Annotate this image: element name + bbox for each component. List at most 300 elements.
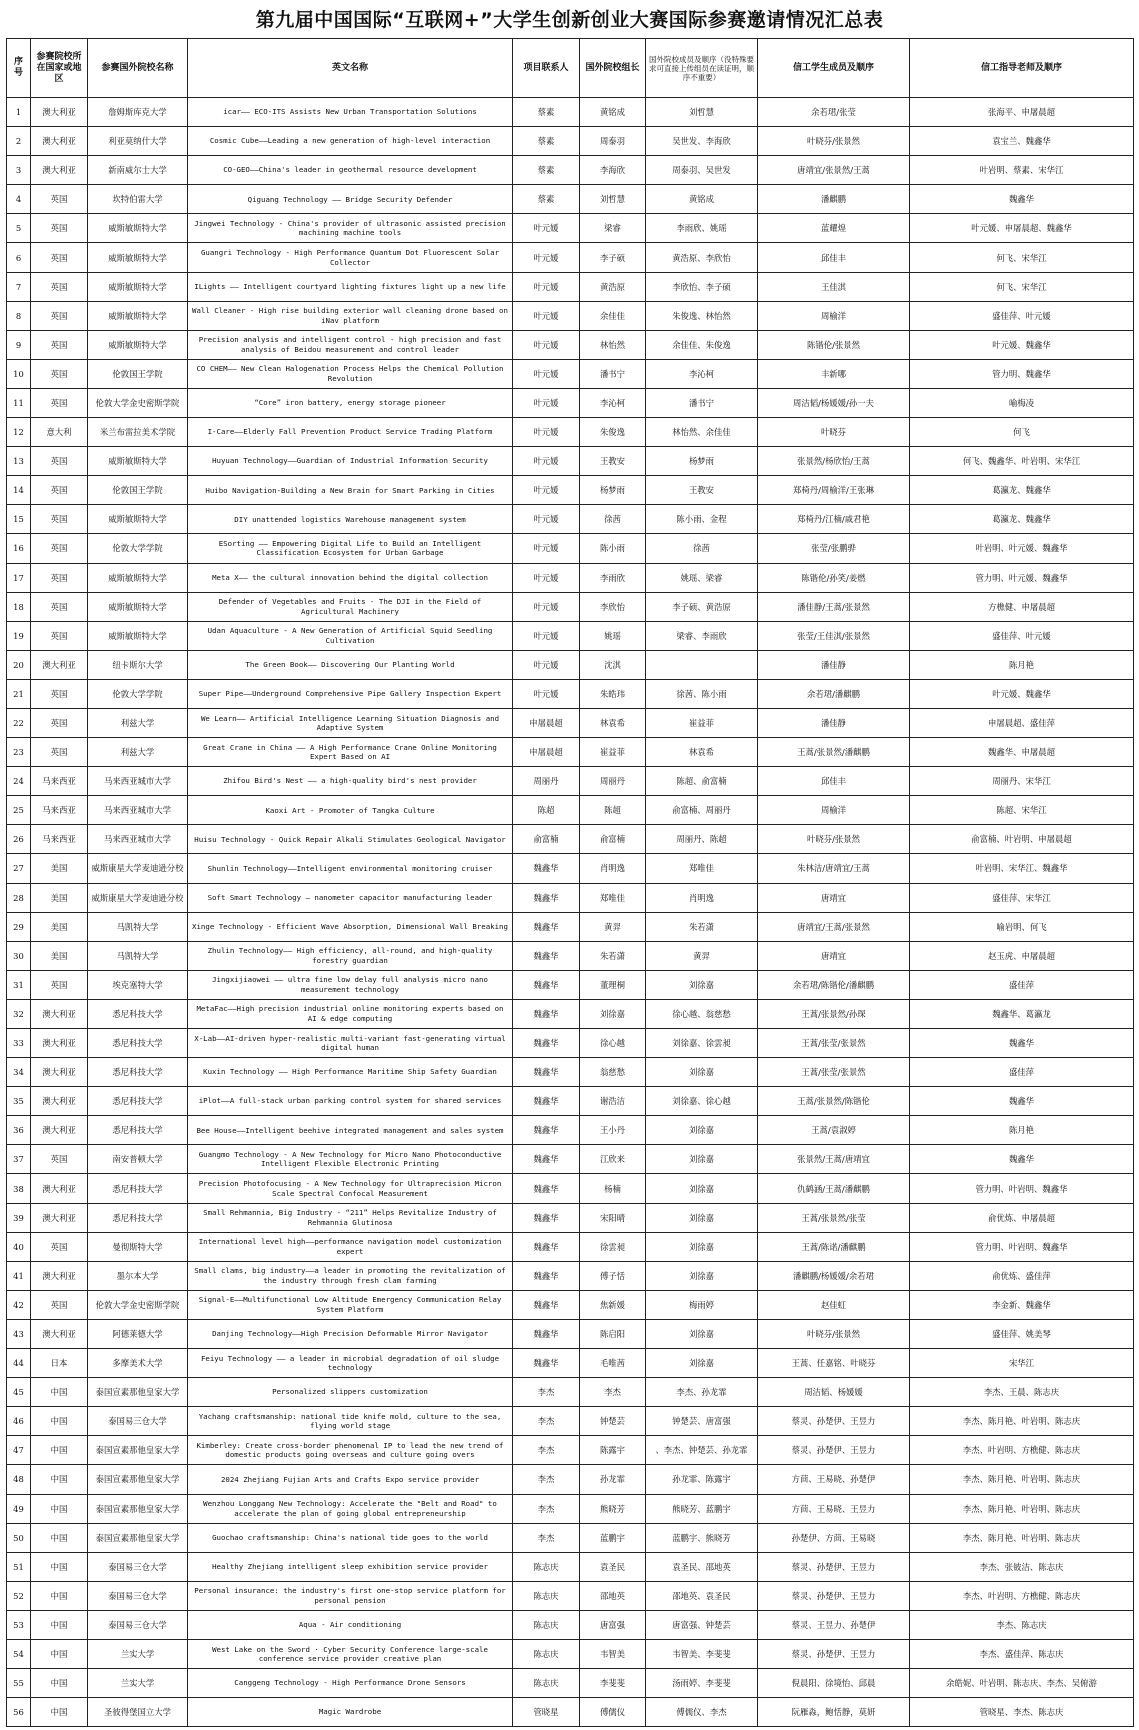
cell-school: 威斯敏斯特大学 [88, 563, 188, 592]
table-row [7, 621, 1134, 650]
cell-school: 利亚莫纳什大学 [88, 127, 188, 156]
cell-team-members: 杨梦雨 [646, 447, 758, 476]
cell-advisors: 管力明、魏鑫华 [910, 359, 1134, 388]
table-row [7, 185, 1134, 214]
cell-country: 中国 [31, 1407, 88, 1436]
cell-advisors: 盛佳萍 [910, 1058, 1134, 1087]
cell-student-members: 张莹/张鹏骅 [758, 534, 910, 563]
cell-country: 马来西亚 [31, 767, 88, 796]
cell-team-leader: 翁慈愁 [580, 1058, 646, 1087]
cell-school: 悉尼科技大学 [88, 1174, 188, 1203]
table-row [7, 999, 1134, 1028]
table-row [7, 912, 1134, 941]
cell-advisors: 何飞 [910, 418, 1134, 447]
cell-index: 18 [7, 592, 31, 621]
cell-index: 7 [7, 272, 31, 301]
cell-team-leader: 傅子恬 [580, 1261, 646, 1290]
cell-team-leader: 朱俊逸 [580, 418, 646, 447]
cell-school: 悉尼科技大学 [88, 1029, 188, 1058]
cell-team-leader: 孙龙霏 [580, 1465, 646, 1494]
cell-student-members: 叶晓芬/张景然 [758, 127, 910, 156]
cell-student-members: 王蒿/张景然/潘麒鹏 [758, 738, 910, 767]
cell-country: 澳大利亚 [31, 1116, 88, 1145]
cell-school: 泰国宣素那他皇家大学 [88, 1436, 188, 1465]
cell-advisors: 魏鑫华 [910, 1087, 1134, 1116]
cell-advisors: 管力明、叶岩明、魏鑫华 [910, 1232, 1134, 1261]
cell-english-name: Shunlin Technology——Intelligent environmental monitoring cruiser [188, 854, 513, 883]
cell-school: 墨尔本大学 [88, 1261, 188, 1290]
cell-team-members: 刘徐嘉 [646, 1319, 758, 1348]
cell-team-members: 李沁柯 [646, 359, 758, 388]
cell-index: 51 [7, 1552, 31, 1581]
cell-student-members: 周榆洋 [758, 796, 910, 825]
cell-team-leader: 陈超 [580, 796, 646, 825]
cell-advisors: 盛佳萍、叶元媛 [910, 621, 1134, 650]
cell-school: 纽卡斯尔大学 [88, 650, 188, 679]
cell-index: 23 [7, 738, 31, 767]
cell-school: 泰国易三仓大学 [88, 1407, 188, 1436]
cell-contact: 陈志庆 [513, 1552, 580, 1581]
table-row [7, 1145, 1134, 1174]
cell-contact: 叶元媛 [513, 476, 580, 505]
cell-english-name: Huisu Technology - Quick Repair Alkali Stimulates Geological Navigator [188, 825, 513, 854]
cell-advisors: 李杰、叶岩明、方樵健、陈志庆 [910, 1436, 1134, 1465]
cell-school: 威斯敏斯特大学 [88, 243, 188, 272]
cell-contact: 魏鑫华 [513, 941, 580, 970]
cell-team-leader: 熊晓芳 [580, 1494, 646, 1523]
table-row [7, 1290, 1134, 1319]
table-row [7, 476, 1134, 505]
cell-school: 威斯敏斯特大学 [88, 621, 188, 650]
cell-school: 泰国宣素那他皇家大学 [88, 1523, 188, 1552]
cell-team-members: 周泰羽、吴世发 [646, 156, 758, 185]
cell-student-members: 潘麒鹏 [758, 185, 910, 214]
cell-country: 中国 [31, 1552, 88, 1581]
cell-team-leader: 李沁柯 [580, 388, 646, 417]
cell-student-members: 蔡灵、孙楚伊、王昱力 [758, 1436, 910, 1465]
cell-school: 马凯特大学 [88, 912, 188, 941]
cell-country: 美国 [31, 854, 88, 883]
cell-student-members: 方茴、王易晓、孙楚伊 [758, 1465, 910, 1494]
cell-index: 21 [7, 679, 31, 708]
cell-index: 26 [7, 825, 31, 854]
header-team-members: 国外院校成员及顺序（没特殊要求可直接上传组员在读证明，顺序不重要） [646, 39, 758, 98]
cell-team-leader: 朱若潇 [580, 941, 646, 970]
table-row [7, 330, 1134, 359]
cell-english-name: Magic Wardrobe [188, 1698, 513, 1727]
cell-team-leader: 陈启阳 [580, 1319, 646, 1348]
cell-team-leader: 肖明逸 [580, 854, 646, 883]
cell-advisors: 何飞、宋华江 [910, 243, 1134, 272]
cell-english-name: West Lake on the Sword · Cyber Security Conference large-scale conference service provider creative plan [188, 1639, 513, 1668]
cell-index: 1 [7, 98, 31, 127]
cell-english-name: Great Crane in China —— A High Performance Crane Online Monitoring Expert Based on AI [188, 738, 513, 767]
cell-contact: 申屠晨超 [513, 738, 580, 767]
cell-team-members: 周丽丹、陈超 [646, 825, 758, 854]
cell-english-name: Qiguang Technology —— Bridge Security Defender [188, 185, 513, 214]
cell-team-members: 刘徐嘉、徐心越 [646, 1087, 758, 1116]
cell-index: 31 [7, 970, 31, 999]
cell-contact: 魏鑫华 [513, 1058, 580, 1087]
cell-student-members: 唐靖宜 [758, 883, 910, 912]
cell-english-name: Guangmo Technology - A New Technology for Micro Nano Photoconductive Intelligent Flexible Electronic Printing [188, 1145, 513, 1174]
cell-advisors: 管晓星、李杰、陈志庆 [910, 1698, 1134, 1727]
header-student-members: 信工学生成员及顺序 [758, 39, 910, 98]
cell-team-members: 傅儒仪、李杰 [646, 1698, 758, 1727]
cell-team-members: 汤雨婷、李斐斐 [646, 1669, 758, 1698]
cell-team-members [646, 650, 758, 679]
cell-school: 伦敦大学金史密斯学院 [88, 1290, 188, 1319]
cell-contact: 陈超 [513, 796, 580, 825]
cell-student-members: 仇鹤涵/王蒿/潘麒鹏 [758, 1174, 910, 1203]
cell-advisors: 余皓妮、叶岩明、陈志庆、李杰、吴俯游 [910, 1669, 1134, 1698]
cell-advisors: 方樵健、申屠晨超 [910, 592, 1134, 621]
cell-team-members: 林袁希 [646, 738, 758, 767]
cell-team-leader: 李斐斐 [580, 1669, 646, 1698]
cell-school: 马来西亚城市大学 [88, 767, 188, 796]
cell-school: 威斯敏斯特大学 [88, 330, 188, 359]
cell-team-leader: 董理桐 [580, 970, 646, 999]
cell-school: 伦敦大学学院 [88, 679, 188, 708]
cell-advisors: 李杰、陈月艳、叶岩明、陈志庆 [910, 1523, 1134, 1552]
cell-student-members: 王蒿/张莹/张景然 [758, 1029, 910, 1058]
cell-team-leader: 傅儒仪 [580, 1698, 646, 1727]
cell-team-leader: 钟楚芸 [580, 1407, 646, 1436]
table-row [7, 1174, 1134, 1203]
cell-english-name: Wall Cleaner - High rise building exterior wall cleaning drone based on iNav platform [188, 301, 513, 330]
cell-english-name: Xinge Technology - Efficient Wave Absorption, Dimensional Wall Breaking [188, 912, 513, 941]
cell-english-name: Aqua - Air conditioning [188, 1610, 513, 1639]
cell-index: 50 [7, 1523, 31, 1552]
table-row [7, 1203, 1134, 1232]
cell-english-name: Jingxijiaowei —— ultra fine low delay full analysis micro nano measurement technology [188, 970, 513, 999]
cell-student-members: 叶晓芬/张景然 [758, 825, 910, 854]
cell-student-members: 唐靖宜 [758, 941, 910, 970]
cell-contact: 蔡素 [513, 185, 580, 214]
cell-index: 4 [7, 185, 31, 214]
cell-country: 澳大利亚 [31, 999, 88, 1028]
invitation-table [6, 38, 1134, 1727]
cell-english-name: ILights —— Intelligent courtyard lighting fixtures light up a new life [188, 272, 513, 301]
cell-advisors: 李金新、魏鑫华 [910, 1290, 1134, 1319]
cell-team-leader: 徐雲昶 [580, 1232, 646, 1261]
cell-team-leader: 李子硕 [580, 243, 646, 272]
cell-contact: 魏鑫华 [513, 970, 580, 999]
cell-country: 马来西亚 [31, 796, 88, 825]
cell-advisors: 何飞、魏鑫华、叶岩明、宋华江 [910, 447, 1134, 476]
table-row [7, 1319, 1134, 1348]
cell-country: 英国 [31, 1145, 88, 1174]
cell-school: 泰国易三仓大学 [88, 1552, 188, 1581]
cell-student-members: 王蒿/张莹/张景然 [758, 1058, 910, 1087]
cell-advisors: 魏鑫华、葛瀛龙 [910, 999, 1134, 1028]
cell-contact: 魏鑫华 [513, 912, 580, 941]
cell-school: 威斯敏斯特大学 [88, 301, 188, 330]
cell-contact: 李杰 [513, 1407, 580, 1436]
table-row [7, 563, 1134, 592]
cell-school: 马凯特大学 [88, 941, 188, 970]
cell-english-name: Huyuan Technology——Guardian of Industrial Information Security [188, 447, 513, 476]
cell-team-members: 梁睿、李雨欣 [646, 621, 758, 650]
cell-country: 英国 [31, 534, 88, 563]
cell-student-members: 余若珺/张莹 [758, 98, 910, 127]
cell-team-leader: 袁圣民 [580, 1552, 646, 1581]
cell-english-name: ESorting —— Empowering Digital Life to Build an Intelligent Classification Ecosystem for Urban Garbage [188, 534, 513, 563]
cell-contact: 叶元媛 [513, 272, 580, 301]
cell-english-name: Soft Smart Technology — nanometer capacitor manufacturing leader [188, 883, 513, 912]
cell-english-name: Guangri Technology - High Performance Quantum Dot Fluorescent Solar Collector [188, 243, 513, 272]
cell-advisors: 葛瀛龙、魏鑫华 [910, 505, 1134, 534]
table-row [7, 301, 1134, 330]
cell-team-leader: 俞富楠 [580, 825, 646, 854]
cell-contact: 陈志庆 [513, 1639, 580, 1668]
table-row [7, 243, 1134, 272]
table-row [7, 883, 1134, 912]
cell-school: 威斯敏斯特大学 [88, 505, 188, 534]
cell-school: 泰国易三仓大学 [88, 1610, 188, 1639]
cell-student-members: 赵佳虹 [758, 1290, 910, 1319]
cell-school: 曼彻斯特大学 [88, 1232, 188, 1261]
cell-country: 英国 [31, 243, 88, 272]
cell-team-members: 俞富楠、周丽丹 [646, 796, 758, 825]
cell-student-members: 余若珺/潘麒鹏 [758, 679, 910, 708]
cell-country: 美国 [31, 912, 88, 941]
cell-advisors: 俞优炼、盛佳萍 [910, 1261, 1134, 1290]
cell-contact: 魏鑫华 [513, 1261, 580, 1290]
cell-index: 46 [7, 1407, 31, 1436]
cell-student-members: 邱佳丰 [758, 243, 910, 272]
cell-english-name: I-Care——Elderly Fall Prevention Product Service Trading Platform [188, 418, 513, 447]
cell-index: 29 [7, 912, 31, 941]
cell-school: 泰国易三仓大学 [88, 1581, 188, 1610]
cell-contact: 叶元媛 [513, 505, 580, 534]
cell-student-members: 阮雁淼，鲍恬静，莫妍 [758, 1698, 910, 1727]
cell-advisors: 叶元媛、申屠晨超、魏鑫华 [910, 214, 1134, 243]
cell-team-leader: 崔益菲 [580, 738, 646, 767]
cell-student-members: 陈锴伦/孙笑/姜燃 [758, 563, 910, 592]
cell-english-name: Super Pipe——Underground Comprehensive Pipe Gallery Inspection Expert [188, 679, 513, 708]
cell-student-members: 蓝耀煌 [758, 214, 910, 243]
cell-team-leader: 梁睿 [580, 214, 646, 243]
cell-index: 14 [7, 476, 31, 505]
cell-country: 中国 [31, 1581, 88, 1610]
cell-index: 2 [7, 127, 31, 156]
cell-team-members: 刘徐嘉 [646, 1174, 758, 1203]
cell-team-leader: 郑唯佳 [580, 883, 646, 912]
cell-english-name: Danjing Technology——High Precision Deformable Mirror Navigator [188, 1319, 513, 1348]
cell-student-members: 王蒿、任嘉铭、叶晓芬 [758, 1349, 910, 1378]
table-row [7, 388, 1134, 417]
cell-school: 悉尼科技大学 [88, 999, 188, 1028]
cell-advisors: 魏鑫华、申屠晨超 [910, 738, 1134, 767]
cell-country: 中国 [31, 1436, 88, 1465]
cell-contact: 魏鑫华 [513, 1349, 580, 1378]
cell-student-members: 潘佳静 [758, 708, 910, 737]
cell-student-members: 王蒿/陈诺/潘麒鹏 [758, 1232, 910, 1261]
table-row [7, 1494, 1134, 1523]
cell-english-name: Precision Photofocusing - A New Technology for Ultraprecision Micron Scale Spectral Confocal Measurement [188, 1174, 513, 1203]
cell-student-members: 周洁韬/杨媛媛/孙一夫 [758, 388, 910, 417]
cell-country: 英国 [31, 476, 88, 505]
cell-student-members: 朱林洁/唐靖宜/王蒿 [758, 854, 910, 883]
cell-advisors: 喻岩明、何飞 [910, 912, 1134, 941]
cell-contact: 叶元媛 [513, 330, 580, 359]
cell-index: 42 [7, 1290, 31, 1319]
cell-country: 美国 [31, 883, 88, 912]
cell-team-members: 、李杰、钟楚芸、孙龙霏 [646, 1436, 758, 1465]
table-row [7, 1465, 1134, 1494]
cell-school: 悉尼科技大学 [88, 1203, 188, 1232]
cell-student-members: 王蒿/张景然/张莹 [758, 1203, 910, 1232]
cell-school: 泰国宣素那他皇家大学 [88, 1378, 188, 1407]
cell-contact: 魏鑫华 [513, 854, 580, 883]
cell-team-leader: 黄浩原 [580, 272, 646, 301]
cell-index: 15 [7, 505, 31, 534]
table-row [7, 1058, 1134, 1087]
cell-contact: 蔡素 [513, 127, 580, 156]
cell-index: 16 [7, 534, 31, 563]
cell-contact: 魏鑫华 [513, 1029, 580, 1058]
cell-team-leader: 唐富强 [580, 1610, 646, 1639]
cell-contact: 叶元媛 [513, 418, 580, 447]
cell-english-name: “Core” iron battery, energy storage pioneer [188, 388, 513, 417]
table-row [7, 447, 1134, 476]
cell-team-members: 钟楚芸、唐富强 [646, 1407, 758, 1436]
cell-team-members: 朱若潇 [646, 912, 758, 941]
cell-index: 35 [7, 1087, 31, 1116]
cell-team-leader: 焦新媛 [580, 1290, 646, 1319]
cell-country: 澳大利亚 [31, 127, 88, 156]
cell-advisors: 李杰、陈月艳、叶岩明、陈志庆 [910, 1494, 1134, 1523]
cell-team-members: 黄羿 [646, 941, 758, 970]
cell-contact: 李杰 [513, 1465, 580, 1494]
table-row [7, 1610, 1134, 1639]
cell-index: 55 [7, 1669, 31, 1698]
cell-contact: 周丽丹 [513, 767, 580, 796]
header-school: 参赛国外院校名称 [88, 39, 188, 98]
cell-contact: 陈志庆 [513, 1669, 580, 1698]
cell-country: 英国 [31, 214, 88, 243]
cell-country: 中国 [31, 1610, 88, 1639]
cell-english-name: iPlot——A full-stack urban parking control system for shared services [188, 1087, 513, 1116]
cell-index: 20 [7, 650, 31, 679]
cell-english-name: MetaFac——High precision industrial online monitoring experts based on AI & edge computing [188, 999, 513, 1028]
cell-team-leader: 朱皓玮 [580, 679, 646, 708]
cell-advisors: 叶岩明、宋华江、魏鑫华 [910, 854, 1134, 883]
cell-country: 英国 [31, 359, 88, 388]
cell-student-members: 蔡灵、孙楚伊、王昱力 [758, 1581, 910, 1610]
cell-team-members: 邵地英、袁圣民 [646, 1581, 758, 1610]
cell-english-name: Personalized slippers customization [188, 1378, 513, 1407]
cell-advisors: 申屠晨超、盛佳萍 [910, 708, 1134, 737]
cell-country: 澳大利亚 [31, 98, 88, 127]
cell-country: 澳大利亚 [31, 1058, 88, 1087]
cell-student-members: 张景然/王蒿/唐靖宜 [758, 1145, 910, 1174]
cell-student-members: 蔡灵、王昱力、孙楚伊 [758, 1610, 910, 1639]
cell-index: 48 [7, 1465, 31, 1494]
cell-team-leader: 刘哲慧 [580, 185, 646, 214]
cell-school: 阿德莱德大学 [88, 1319, 188, 1348]
cell-team-members: 陈小雨、金程 [646, 505, 758, 534]
cell-country: 澳大利亚 [31, 156, 88, 185]
cell-english-name: icar—— ECO-ITS Assists New Urban Transportation Solutions [188, 98, 513, 127]
cell-country: 英国 [31, 505, 88, 534]
cell-index: 40 [7, 1232, 31, 1261]
cell-team-leader: 杨梦雨 [580, 476, 646, 505]
cell-english-name: Jingwei Technology - China's provider of ultrasonic assisted precision machining machine tools [188, 214, 513, 243]
cell-contact: 魏鑫华 [513, 1116, 580, 1145]
cell-student-members: 周榆洋 [758, 301, 910, 330]
cell-advisors: 叶元媛、魏鑫华 [910, 330, 1134, 359]
table-row [7, 1407, 1134, 1436]
cell-contact: 叶元媛 [513, 359, 580, 388]
cell-student-members: 王蒿/袁淑婷 [758, 1116, 910, 1145]
cell-team-leader: 刘徐嘉 [580, 999, 646, 1028]
cell-english-name: Huibo Navigation-Building a New Brain for Smart Parking in Cities [188, 476, 513, 505]
cell-index: 11 [7, 388, 31, 417]
cell-index: 25 [7, 796, 31, 825]
cell-index: 38 [7, 1174, 31, 1203]
cell-english-name: Small Rehmannia, Big Industry - “211” Helps Revitalize Industry of Rehmannia Glutinosa [188, 1203, 513, 1232]
cell-team-leader: 邵地英 [580, 1581, 646, 1610]
cell-index: 56 [7, 1698, 31, 1727]
cell-contact: 叶元媛 [513, 214, 580, 243]
cell-team-members: 刘徐嘉 [646, 1058, 758, 1087]
cell-contact: 叶元媛 [513, 563, 580, 592]
cell-contact: 李杰 [513, 1494, 580, 1523]
cell-advisors: 魏鑫华 [910, 1029, 1134, 1058]
cell-contact: 魏鑫华 [513, 1319, 580, 1348]
cell-contact: 叶元媛 [513, 301, 580, 330]
cell-school: 威斯敏斯特大学 [88, 214, 188, 243]
cell-contact: 管晓星 [513, 1698, 580, 1727]
cell-team-members: 陈超、俞富楠 [646, 767, 758, 796]
cell-english-name: Healthy Zhejiang intelligent sleep exhibition service provider [188, 1552, 513, 1581]
cell-country: 澳大利亚 [31, 1174, 88, 1203]
cell-team-leader: 李海欣 [580, 156, 646, 185]
cell-team-leader: 黄羿 [580, 912, 646, 941]
cell-school: 坎特伯雷大学 [88, 185, 188, 214]
cell-team-leader: 陈露宇 [580, 1436, 646, 1465]
cell-student-members: 郑椅丹/周榆洋/王张琳 [758, 476, 910, 505]
cell-school: 威斯敏斯特大学 [88, 592, 188, 621]
cell-team-leader: 江欣来 [580, 1145, 646, 1174]
cell-english-name: CO CHEM—— New Clean Halogenation Process Helps the Chemical Pollution Revolution [188, 359, 513, 388]
cell-advisors: 盛佳萍、叶元媛 [910, 301, 1134, 330]
cell-country: 中国 [31, 1639, 88, 1668]
table-row [7, 825, 1134, 854]
cell-country: 英国 [31, 388, 88, 417]
table-row [7, 1581, 1134, 1610]
cell-team-members: 王教安 [646, 476, 758, 505]
cell-team-leader: 杨楠 [580, 1174, 646, 1203]
cell-team-members: 李子硕、黄浩原 [646, 592, 758, 621]
cell-school: 南安普顿大学 [88, 1145, 188, 1174]
table-row [7, 1029, 1134, 1058]
cell-team-members: 朱俊逸、林怡然 [646, 301, 758, 330]
cell-team-members: 李雨欣、姚瑶 [646, 214, 758, 243]
table-row [7, 1087, 1134, 1116]
cell-team-leader: 徐茜 [580, 505, 646, 534]
cell-team-members: 徐心越、翁慈愁 [646, 999, 758, 1028]
cell-team-members: 余佳佳、朱俊逸 [646, 330, 758, 359]
cell-school: 伦敦大学学院 [88, 534, 188, 563]
cell-index: 6 [7, 243, 31, 272]
cell-index: 12 [7, 418, 31, 447]
cell-index: 3 [7, 156, 31, 185]
cell-team-leader: 姚瑶 [580, 621, 646, 650]
cell-country: 英国 [31, 185, 88, 214]
